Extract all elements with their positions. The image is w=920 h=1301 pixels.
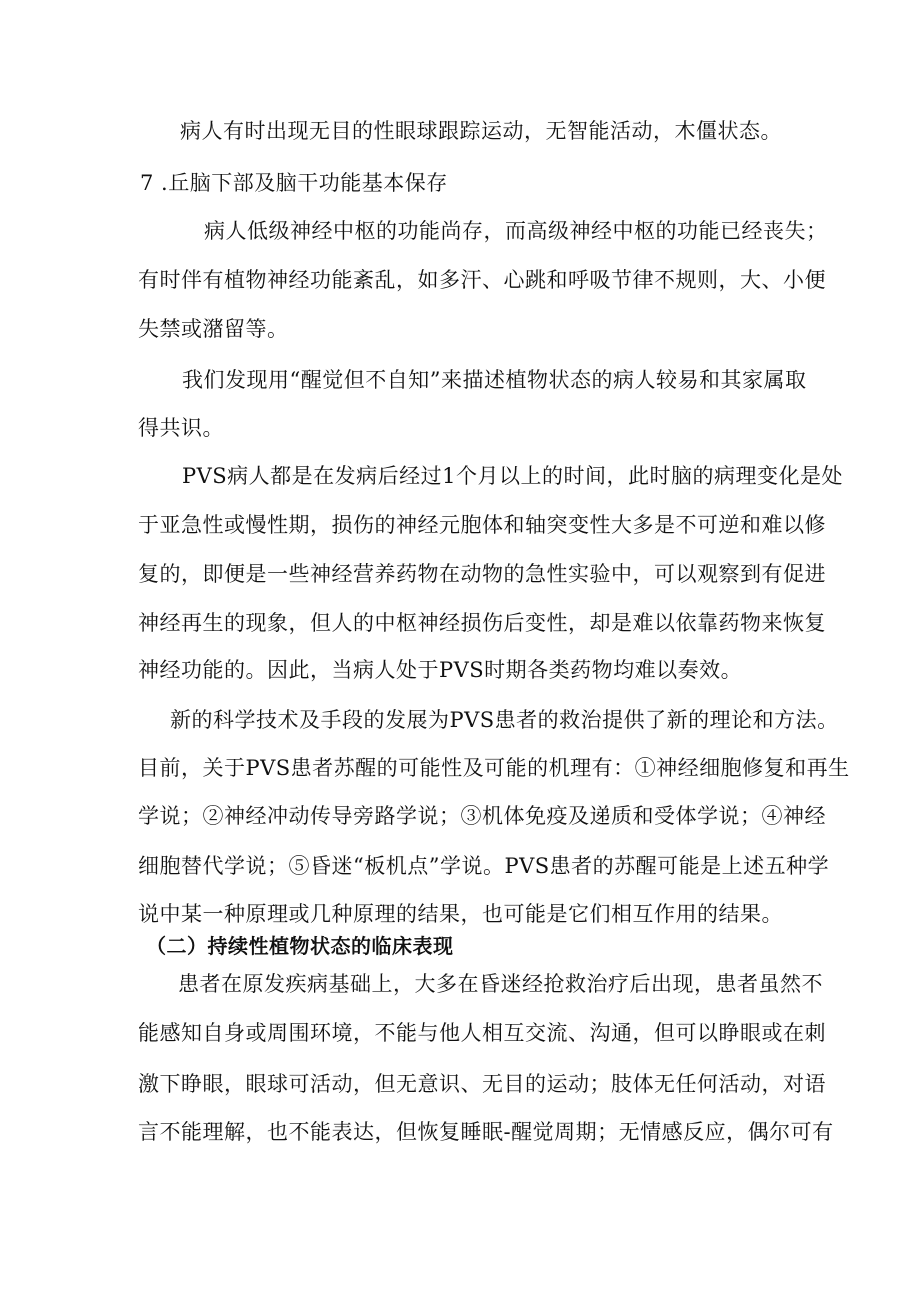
paragraph-line: 病人有时出现无目的性眼球跟踪运动，无智能活动，木僵状态。 xyxy=(180,119,782,143)
paragraph-line: 神经再生的现象，但人的中枢神经损伤后变性，却是难以依靠药物来恢复 xyxy=(138,611,826,635)
paragraph-line: PVS病人都是在发病后经过1个月以上的时间，此时脑的病理变化是处 xyxy=(182,464,844,488)
paragraph-line: 学说；②神经冲动传导旁路学说；③机体免疫及递质和受体学说；④神经 xyxy=(138,804,826,828)
section-heading-clinical: （二）持续性植物状态的临床表现 xyxy=(146,934,454,958)
paragraph-line: 患者在原发疾病基础上，大多在昏迷经抢救治疗后出现，患者虽然不 xyxy=(178,972,823,996)
paragraph-line: 新的科学技术及手段的发展为PVS患者的救治提供了新的理论和方法。 xyxy=(170,708,839,732)
paragraph-line: 于亚急性或慢性期，损伤的神经元胞体和轴突变性大多是不可逆和难以修 xyxy=(138,513,826,537)
paragraph-line: 目前，关于PVS患者苏醒的可能性及可能的机理有：①神经细胞修复和再生 xyxy=(138,756,850,780)
paragraph-line: 复的，即便是一些神经营养药物在动物的急性实验中，可以观察到有促进 xyxy=(138,562,826,586)
paragraph-line: 失禁或潴留等。 xyxy=(138,317,289,341)
paragraph-line: 我们发现用“醒觉但不自知”来描述植物状态的病人较易和其家属取 xyxy=(182,368,807,392)
paragraph-line: 激下睁眼，眼球可活动，但无意识、无目的运动；肢体无任何活动，对语 xyxy=(138,1072,826,1096)
paragraph-line: 有时伴有植物神经功能紊乱，如多汗、心跳和呼吸节律不规则，大、小便 xyxy=(138,268,826,292)
paragraph-line: 病人低级神经中枢的功能尚存，而高级神经中枢的功能已经丧失； xyxy=(204,219,828,243)
paragraph-line: 能感知自身或周围环境，不能与他人相互交流、沟通，但可以睁眼或在刺 xyxy=(138,1021,826,1045)
paragraph-line: 神经功能的。因此，当病人处于PVS时期各类药物均难以奏效。 xyxy=(138,658,743,682)
paragraph-line: 得共识。 xyxy=(138,416,224,440)
paragraph-line: 细胞替代学说；⑤昏迷“板机点”学说。PVS患者的苏醒可能是上述五种学 xyxy=(138,854,830,878)
section-heading-item-7: 7 .丘脑下部及脑干功能基本保存 xyxy=(140,171,448,195)
paragraph-line: 说中某一种原理或几种原理的结果，也可能是它们相互作用的结果。 xyxy=(138,902,783,926)
paragraph-line: 言不能理解，也不能表达，但恢复睡眠-醒觉周期；无情感反应，偶尔可有 xyxy=(138,1120,834,1144)
